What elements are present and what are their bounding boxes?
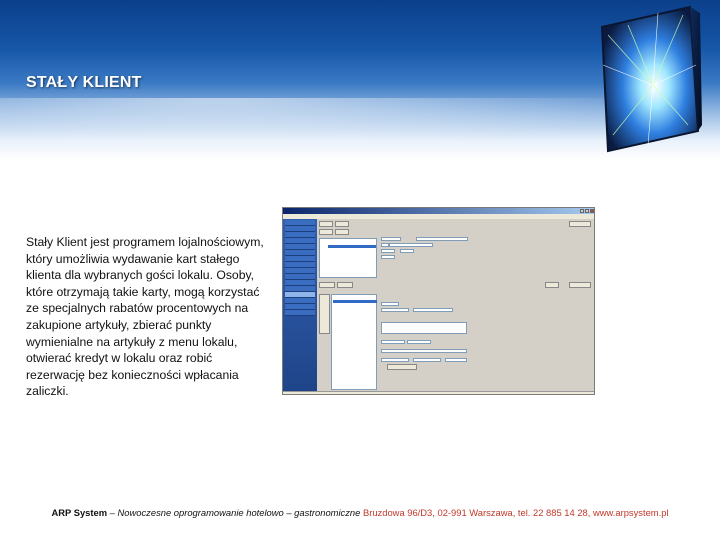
sidebar-item xyxy=(285,274,315,280)
side-buttons xyxy=(319,294,330,334)
sidebar-item xyxy=(285,250,315,256)
sidebar-item xyxy=(285,238,315,244)
form-field xyxy=(381,308,409,312)
selected-row xyxy=(328,245,376,248)
form-field xyxy=(445,358,467,362)
program-description: Stały Klient jest programem lojalnościowym, który umożliwia wydawanie kart stałego klienta dla wybranych gości lokalu. Osoby, które otrzymają takie karty, mogą korzystać ze specjalnych rabatów procentowych na zakupione artykuły, zbierać punkty wymienialne na artykuły z menu lokalu, otwierać kredyt w lokalu oraz robić rezerwację bez konieczności wpłacania zaliczki. xyxy=(26,235,264,399)
client-list xyxy=(331,294,377,390)
toolbar-button xyxy=(335,229,349,235)
toolbar-button xyxy=(569,282,591,288)
toolbar-button xyxy=(319,229,333,235)
toolbar-button xyxy=(387,364,417,370)
sidebar-item xyxy=(285,280,315,286)
sidebar-item xyxy=(285,304,315,310)
form-field xyxy=(416,237,468,241)
form-field xyxy=(381,358,409,362)
footer-company: ARP System xyxy=(51,507,108,518)
sidebar-item-active xyxy=(285,292,315,298)
toolbar-button xyxy=(319,221,333,227)
maximize-icon xyxy=(585,209,589,213)
form-field xyxy=(400,249,414,253)
toolbar-button xyxy=(337,282,353,288)
form-field xyxy=(381,340,405,344)
footer-tagline: Nowoczesne oprogramowanie hotelowo – gastronomiczne xyxy=(117,507,361,518)
form-field xyxy=(413,358,441,362)
sidebar-item xyxy=(285,298,315,304)
group-list xyxy=(319,238,377,278)
status-bar xyxy=(283,391,594,395)
window-menubar xyxy=(283,214,594,219)
form-field xyxy=(407,340,431,344)
form-field xyxy=(381,249,395,253)
footer-separator: – xyxy=(107,507,118,518)
sidebar-item xyxy=(285,286,315,292)
sidebar-item xyxy=(285,232,315,238)
footer-address: Bruzdowa 96/D3, 02-991 Warszawa, tel. 22 885 14 28, www.arpsystem.pl xyxy=(360,507,669,518)
form-field xyxy=(389,243,433,247)
selected-row xyxy=(333,300,377,303)
text-area xyxy=(381,322,467,334)
form-field xyxy=(381,349,467,353)
close-icon xyxy=(590,209,594,213)
form-field xyxy=(381,237,401,241)
footer xyxy=(0,507,720,518)
sidebar-item xyxy=(285,226,315,232)
toolbar-button xyxy=(569,221,591,227)
form-field xyxy=(381,302,399,306)
sidebar-item xyxy=(285,256,315,262)
form-field xyxy=(381,243,389,247)
minimize-icon xyxy=(580,209,584,213)
sidebar-item xyxy=(285,310,315,316)
app-screenshot xyxy=(282,207,595,395)
form-field xyxy=(413,308,453,312)
app-sidebar xyxy=(283,219,317,393)
sidebar-item xyxy=(285,244,315,250)
light-cube-graphic xyxy=(598,5,702,153)
form-field xyxy=(381,255,395,259)
sidebar-item xyxy=(285,262,315,268)
toolbar-button xyxy=(319,282,335,288)
toolbar-button xyxy=(545,282,559,288)
sidebar-item xyxy=(285,220,315,226)
toolbar-button xyxy=(335,221,349,227)
sidebar-item xyxy=(285,268,315,274)
slide-title: STAŁY KLIENT xyxy=(26,74,142,91)
